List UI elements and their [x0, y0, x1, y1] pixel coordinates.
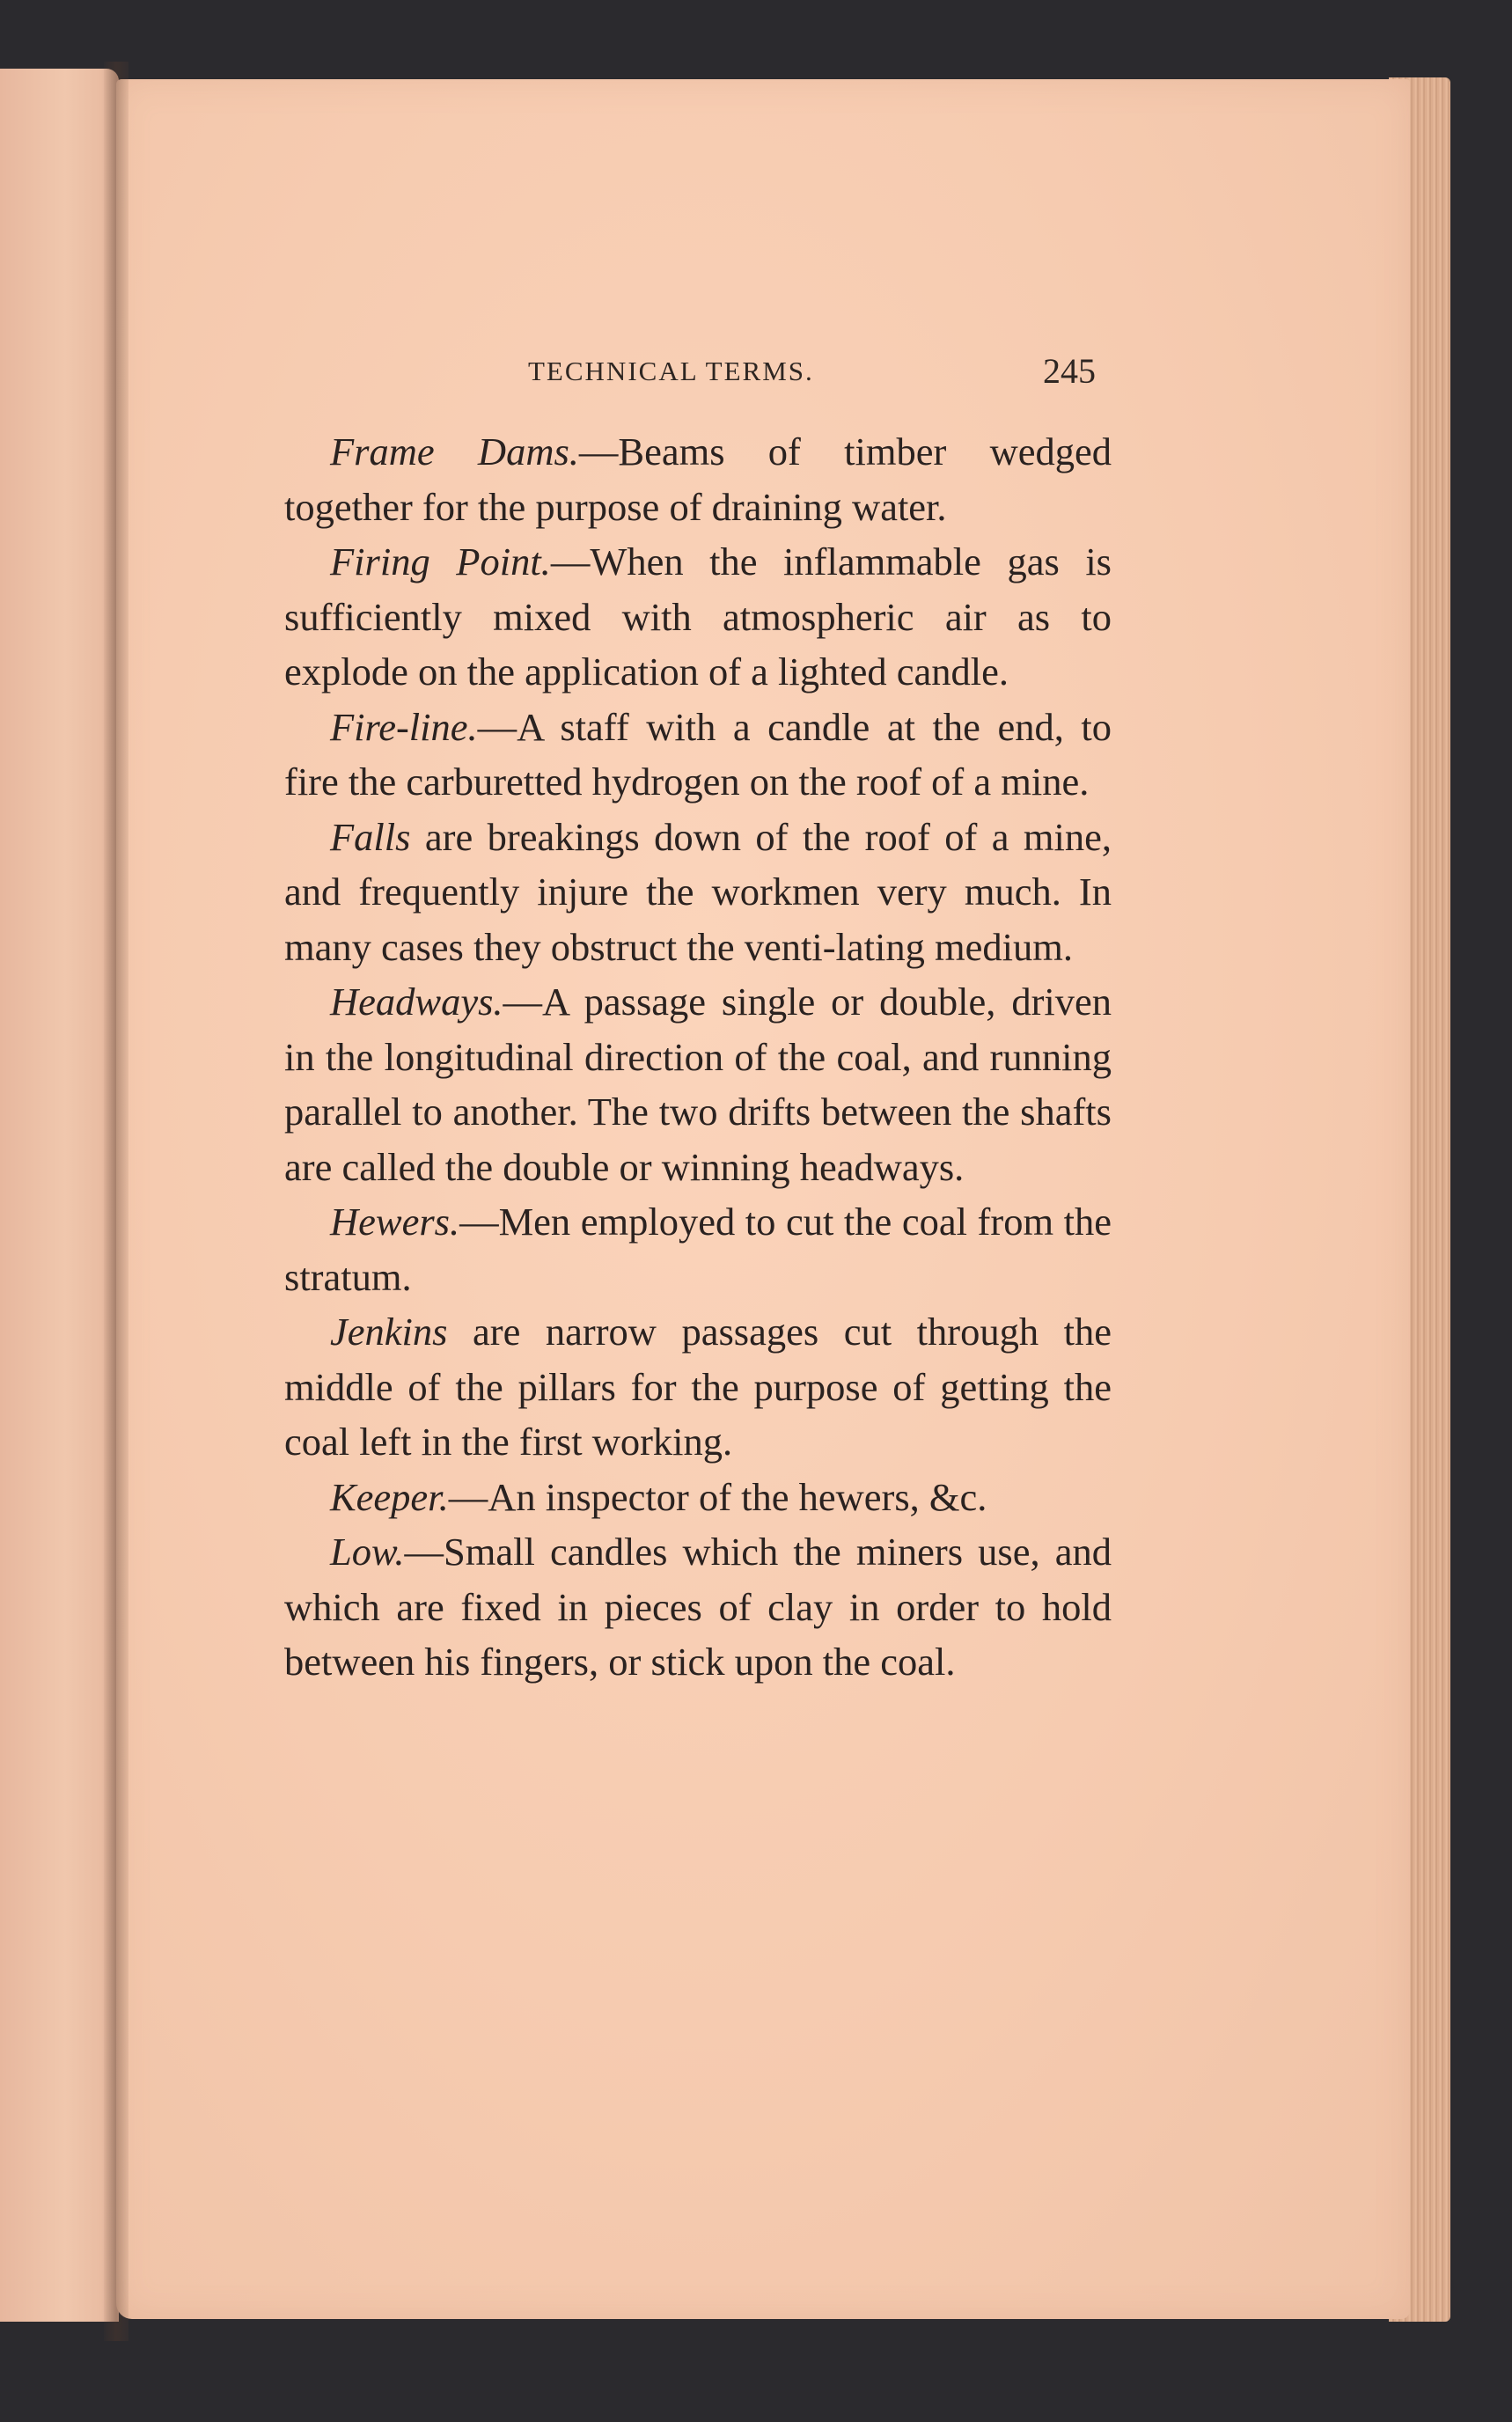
- glossary-entry-frame-dams: [284, 424, 1112, 534]
- entry-term: Frame Dams.: [330, 429, 579, 473]
- entry-definition: —A passage single or double, driven in the longitudinal direction of the coal, and running parallel to another. The two drifts between the shafts are called the double or winning headways.: [284, 980, 1112, 1189]
- entry-term: Keeper.: [330, 1474, 449, 1519]
- entry-definition: —An inspector of the hewers, &c.: [448, 1474, 987, 1519]
- glossary-entry-fire-line: [284, 700, 1112, 810]
- glossary-entry-headways: [284, 974, 1112, 1194]
- entry-definition: are breakings down of the roof of a mine, and frequently injure the workmen very much. In many cases they obstruct the venti-lating medium.: [284, 814, 1112, 969]
- entry-definition: —Small candles which the miners use, and which are fixed in pieces of clay in order to hold between his fingers, or stick upon the coal.: [284, 1530, 1112, 1684]
- glossary-entry-hewers: [284, 1194, 1112, 1304]
- glossary-text: [284, 424, 1112, 1690]
- entry-term: Falls: [330, 814, 411, 859]
- entry-term: Firing Point.: [330, 539, 551, 583]
- running-head: TECHNICAL TERMS.: [528, 356, 814, 386]
- page-number: 245: [1043, 351, 1096, 391]
- glossary-entry-firing-point: [284, 534, 1112, 700]
- previous-page-edge: [0, 69, 119, 2322]
- entry-term: Jenkins: [330, 1310, 448, 1354]
- entry-term: Hewers.: [330, 1200, 460, 1244]
- entry-term: Headways.: [330, 980, 503, 1024]
- entry-term: Low.: [330, 1530, 405, 1574]
- binding-gutter: [104, 62, 128, 2341]
- entry-definition: —A staff with a candle at the end, to fire the carburetted hydrogen on the roof of a mine.: [284, 704, 1112, 804]
- glossary-entry-keeper: [284, 1470, 1112, 1525]
- entry-definition: are narrow passages cut through the middle of the pillars for the purpose of getting the coal left in the first working.: [284, 1310, 1112, 1464]
- entry-definition: —When the inflammable gas is sufficiently mixed with atmospheric air as to explode on the application of a lighted candle.: [284, 539, 1112, 694]
- entry-definition: —Beams of timber wedged together for the purpose of draining water.: [284, 429, 1112, 529]
- glossary-entry-low: [284, 1524, 1112, 1690]
- glossary-entry-falls: [284, 810, 1112, 975]
- entry-term: Fire-line.: [330, 704, 478, 749]
- glossary-entry-jenkins: [284, 1304, 1112, 1470]
- entry-definition: —Men employed to cut the coal from the stratum.: [284, 1200, 1112, 1299]
